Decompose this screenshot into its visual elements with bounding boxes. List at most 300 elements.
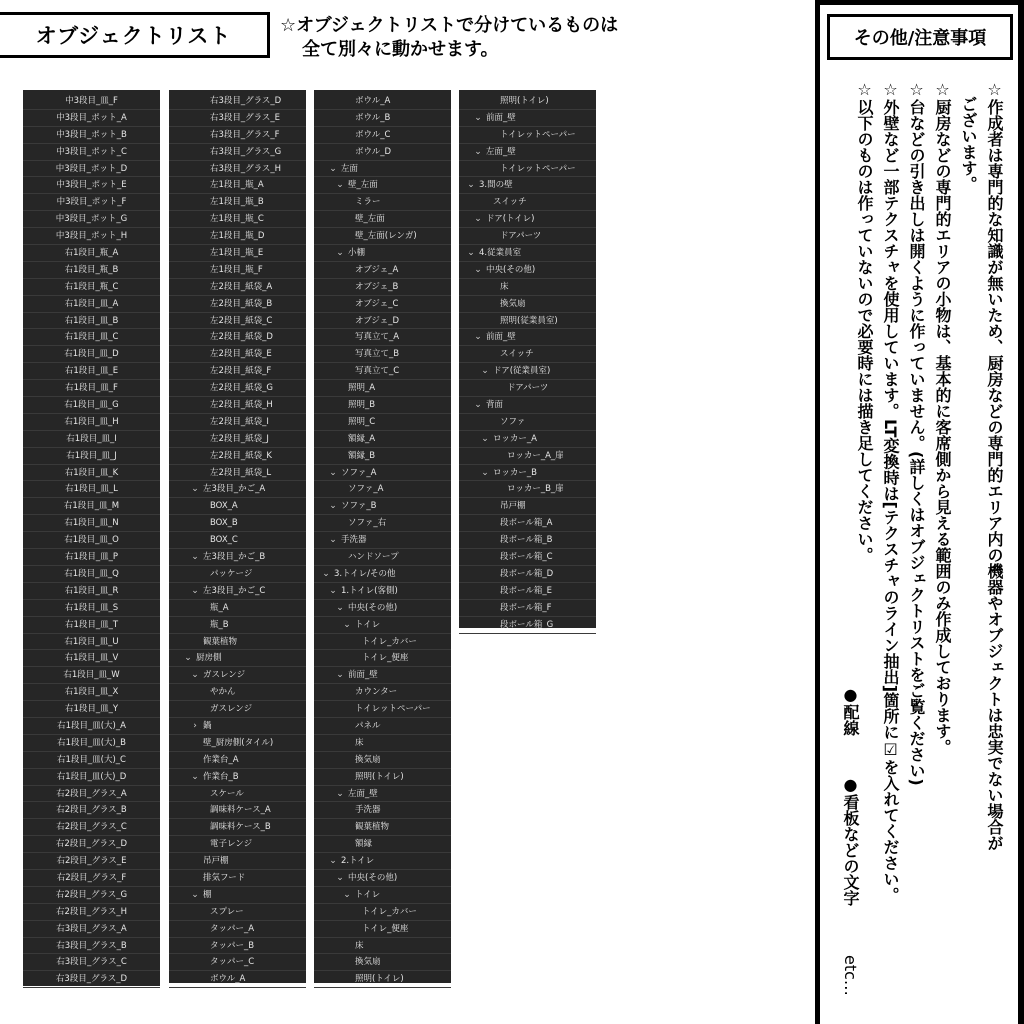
list-item[interactable] bbox=[459, 397, 596, 414]
list-item[interactable] bbox=[169, 245, 306, 262]
list-item[interactable] bbox=[314, 735, 451, 752]
sidebar-title bbox=[827, 14, 1013, 60]
list-item-label: 右2段目_グラス_B bbox=[56, 805, 127, 816]
list-item-label: 左3段目_かご_C bbox=[203, 585, 266, 596]
note-p1-line1: ☆作成者は専門的な知識が無いため、厨房などの専門的エリア内の機器やオブジェクトは忠実でない場合が bbox=[985, 80, 1004, 851]
list-item-label: 右1段目_皿_D bbox=[64, 349, 119, 360]
list-item[interactable] bbox=[169, 904, 306, 921]
list-item-label: 右1段目_皿_O bbox=[64, 535, 119, 546]
list-item[interactable] bbox=[459, 93, 596, 110]
note-p3: ☆台などの引き出しは開くように作っていません。(詳しくはオブジェクトリストをご覧ください) bbox=[907, 80, 926, 786]
list-item[interactable] bbox=[169, 752, 306, 769]
list-item-label: 中3段目_ポット_A bbox=[56, 112, 127, 123]
list-item[interactable] bbox=[314, 684, 451, 701]
list-item-label: 背面 bbox=[486, 400, 504, 411]
list-item[interactable] bbox=[169, 650, 306, 667]
list-item[interactable] bbox=[169, 600, 306, 617]
list-item[interactable] bbox=[23, 634, 160, 651]
list-item-label: ロッカー_A bbox=[493, 433, 537, 444]
list-item[interactable] bbox=[169, 870, 306, 887]
list-item-label: 左2段目_紙袋_E bbox=[210, 349, 272, 360]
list-item[interactable] bbox=[169, 954, 306, 971]
list-item[interactable] bbox=[23, 262, 160, 279]
list-item[interactable] bbox=[459, 279, 596, 296]
list-item[interactable] bbox=[169, 363, 306, 380]
list-item[interactable] bbox=[169, 735, 306, 752]
list-item[interactable] bbox=[169, 144, 306, 161]
list-item[interactable] bbox=[169, 938, 306, 955]
list-item[interactable] bbox=[23, 245, 160, 262]
list-item-label: トイレ_便座 bbox=[362, 653, 409, 664]
list-item[interactable] bbox=[23, 549, 160, 566]
list-item[interactable] bbox=[314, 549, 451, 566]
list-item[interactable] bbox=[169, 431, 306, 448]
list-item[interactable] bbox=[23, 954, 160, 971]
list-item-label: 右2段目_グラス_D bbox=[55, 839, 128, 850]
list-item[interactable] bbox=[23, 465, 160, 482]
list-item[interactable] bbox=[314, 414, 451, 431]
list-item[interactable] bbox=[23, 684, 160, 701]
list-item[interactable] bbox=[314, 836, 451, 853]
list-item[interactable] bbox=[314, 583, 451, 600]
list-item-label: 右1段目_皿_S bbox=[64, 602, 119, 613]
list-item[interactable] bbox=[459, 127, 596, 144]
list-item[interactable] bbox=[23, 296, 160, 313]
list-item-label: 瓶_B bbox=[210, 619, 229, 630]
list-item[interactable] bbox=[459, 583, 596, 600]
list-item-label: 3.トイレ/その他 bbox=[334, 568, 396, 579]
list-item[interactable] bbox=[459, 194, 596, 211]
list-item-label: 額縁_B bbox=[348, 450, 376, 461]
chevron-down-icon[interactable]: ⌄ bbox=[467, 180, 475, 191]
list-item-label: 右1段目_皿_K bbox=[64, 467, 119, 478]
list-item-label: 左3段目_かご_B bbox=[203, 552, 266, 563]
list-item[interactable] bbox=[23, 600, 160, 617]
list-item[interactable] bbox=[314, 786, 451, 803]
object-list-title-text: オブジェクトリスト bbox=[35, 24, 232, 48]
sidebar-top-border bbox=[815, 0, 1024, 5]
list-item-label: ガスレンジ bbox=[210, 704, 253, 715]
list-item[interactable] bbox=[314, 802, 451, 819]
chevron-down-icon[interactable]: ⌄ bbox=[481, 433, 489, 444]
list-item[interactable] bbox=[459, 161, 596, 178]
list-item[interactable] bbox=[459, 532, 596, 549]
list-item[interactable] bbox=[23, 532, 160, 549]
list-item-label: 右1段目_皿_N bbox=[64, 518, 119, 529]
list-item[interactable] bbox=[23, 836, 160, 853]
chevron-down-icon[interactable]: ⌄ bbox=[184, 653, 192, 664]
list-item-label: 左1段目_瓶_A bbox=[210, 180, 264, 191]
list-item[interactable] bbox=[314, 769, 451, 786]
list-item-label: トイレ_カバー bbox=[362, 636, 417, 647]
list-item[interactable] bbox=[459, 465, 596, 482]
list-item[interactable] bbox=[23, 667, 160, 684]
list-item-label: 右1段目_皿_J bbox=[66, 450, 117, 461]
chevron-down-icon[interactable]: ⌄ bbox=[329, 163, 337, 174]
list-item[interactable] bbox=[314, 194, 451, 211]
list-item[interactable] bbox=[314, 110, 451, 127]
list-item[interactable] bbox=[459, 414, 596, 431]
list-item[interactable] bbox=[459, 431, 596, 448]
list-item[interactable] bbox=[169, 93, 306, 110]
list-item[interactable] bbox=[169, 380, 306, 397]
list-item-label: 左面_壁 bbox=[348, 788, 378, 799]
list-item[interactable] bbox=[169, 498, 306, 515]
list-item[interactable] bbox=[459, 448, 596, 465]
list-item[interactable] bbox=[459, 566, 596, 583]
list-item-label: 右2段目_グラス_E bbox=[56, 856, 127, 867]
list-item-label: 右1段目_皿_V bbox=[64, 653, 119, 664]
chevron-down-icon[interactable]: ⌄ bbox=[336, 670, 344, 681]
list-item[interactable] bbox=[314, 701, 451, 718]
list-item[interactable] bbox=[169, 549, 306, 566]
list-item[interactable] bbox=[459, 313, 596, 330]
list-item[interactable] bbox=[459, 262, 596, 279]
list-item[interactable] bbox=[169, 262, 306, 279]
list-item-label: 吊戸棚 bbox=[203, 856, 229, 867]
list-item-label: 写真立て_B bbox=[355, 349, 400, 360]
list-item[interactable] bbox=[23, 144, 160, 161]
list-item[interactable] bbox=[314, 971, 451, 988]
list-item[interactable] bbox=[23, 431, 160, 448]
list-item[interactable] bbox=[169, 701, 306, 718]
chevron-down-icon[interactable]: ⌄ bbox=[191, 670, 199, 681]
chevron-down-icon[interactable]: ⌄ bbox=[343, 619, 351, 630]
list-item[interactable] bbox=[314, 431, 451, 448]
list-item[interactable] bbox=[459, 498, 596, 515]
list-item-label: 写真立て_A bbox=[355, 332, 400, 343]
list-item[interactable] bbox=[169, 127, 306, 144]
list-item[interactable] bbox=[314, 718, 451, 735]
list-item[interactable] bbox=[169, 177, 306, 194]
list-item[interactable] bbox=[23, 870, 160, 887]
chevron-down-icon[interactable]: ⌄ bbox=[329, 535, 337, 546]
list-item[interactable] bbox=[23, 650, 160, 667]
list-item[interactable] bbox=[23, 414, 160, 431]
list-item[interactable] bbox=[459, 296, 596, 313]
list-item[interactable] bbox=[23, 127, 160, 144]
list-item-label: ロッカー_B_扉 bbox=[507, 484, 564, 495]
list-item[interactable] bbox=[23, 313, 160, 330]
list-item-label: 左2段目_紙袋_H bbox=[210, 400, 273, 411]
list-item[interactable] bbox=[169, 532, 306, 549]
chevron-down-icon[interactable]: ⌄ bbox=[474, 112, 482, 123]
chevron-down-icon[interactable]: ⌄ bbox=[329, 585, 337, 596]
list-item[interactable] bbox=[314, 752, 451, 769]
list-item[interactable] bbox=[169, 110, 306, 127]
list-item[interactable] bbox=[314, 127, 451, 144]
list-item[interactable] bbox=[314, 161, 451, 178]
list-item-label: 右1段目_皿_B bbox=[64, 315, 119, 326]
list-item[interactable] bbox=[314, 397, 451, 414]
list-item[interactable] bbox=[459, 211, 596, 228]
list-item[interactable] bbox=[314, 887, 451, 904]
chevron-down-icon[interactable]: ⌄ bbox=[329, 501, 337, 512]
list-item-label: ミラー bbox=[355, 197, 381, 208]
list-item[interactable] bbox=[314, 870, 451, 887]
chevron-down-icon[interactable]: ⌄ bbox=[474, 214, 482, 225]
sidebar-right-border bbox=[1018, 0, 1024, 1024]
list-item[interactable] bbox=[169, 515, 306, 532]
list-item[interactable] bbox=[314, 296, 451, 313]
list-item-label: 右1段目_皿(大)_C bbox=[57, 754, 126, 765]
object-list-column-1 bbox=[23, 90, 160, 986]
list-item-label: 照明(トイレ) bbox=[355, 974, 404, 985]
list-item[interactable] bbox=[314, 617, 451, 634]
list-item-label: 中3段目_皿_F bbox=[65, 96, 118, 106]
list-item-label: トイレ_便座 bbox=[362, 923, 409, 934]
list-item[interactable] bbox=[23, 718, 160, 735]
list-item[interactable] bbox=[314, 904, 451, 921]
list-item[interactable] bbox=[169, 465, 306, 482]
list-item[interactable] bbox=[459, 329, 596, 346]
list-item-label: 左2段目_紙袋_G bbox=[210, 383, 273, 394]
list-item[interactable] bbox=[314, 465, 451, 482]
list-item[interactable] bbox=[169, 769, 306, 786]
list-item[interactable] bbox=[314, 228, 451, 245]
list-item[interactable] bbox=[23, 110, 160, 127]
list-item[interactable] bbox=[314, 819, 451, 836]
list-item[interactable] bbox=[314, 566, 451, 583]
list-item[interactable] bbox=[169, 313, 306, 330]
list-item[interactable] bbox=[314, 650, 451, 667]
chevron-right-icon[interactable]: › bbox=[193, 720, 197, 731]
list-item[interactable] bbox=[314, 515, 451, 532]
list-item[interactable] bbox=[23, 397, 160, 414]
list-item[interactable] bbox=[314, 667, 451, 684]
list-item[interactable] bbox=[314, 329, 451, 346]
list-item-label: 右1段目_皿(大)_A bbox=[57, 720, 126, 731]
list-item[interactable] bbox=[314, 380, 451, 397]
list-item[interactable] bbox=[169, 566, 306, 583]
list-item-label: 右3段目_グラス_C bbox=[56, 957, 127, 968]
list-item[interactable] bbox=[314, 481, 451, 498]
chevron-down-icon[interactable]: ⌄ bbox=[474, 400, 482, 411]
list-item[interactable] bbox=[169, 481, 306, 498]
list-item[interactable] bbox=[23, 904, 160, 921]
list-item[interactable] bbox=[23, 279, 160, 296]
list-item[interactable] bbox=[23, 752, 160, 769]
list-item-label: 段ボール箱_F bbox=[500, 602, 552, 613]
list-item[interactable] bbox=[459, 515, 596, 532]
wiring-text: ●配線 bbox=[841, 685, 860, 736]
list-item[interactable] bbox=[169, 448, 306, 465]
chevron-down-icon[interactable]: ⌄ bbox=[336, 872, 344, 883]
list-item[interactable] bbox=[314, 363, 451, 380]
list-item[interactable] bbox=[23, 228, 160, 245]
list-item[interactable] bbox=[23, 380, 160, 397]
list-item-label: ドア(従業員室) bbox=[493, 366, 551, 377]
list-item[interactable] bbox=[314, 93, 451, 110]
list-item[interactable] bbox=[23, 566, 160, 583]
list-item-label: 右1段目_皿_G bbox=[64, 400, 119, 411]
list-item-label: 吊戸棚 bbox=[500, 501, 526, 512]
list-item-label: 床 bbox=[355, 940, 364, 951]
list-item[interactable] bbox=[169, 684, 306, 701]
chevron-down-icon[interactable]: ⌄ bbox=[336, 248, 344, 259]
list-item-label: オブジェ_A bbox=[355, 264, 399, 275]
list-item[interactable] bbox=[314, 448, 451, 465]
list-item[interactable] bbox=[23, 735, 160, 752]
list-item[interactable] bbox=[23, 887, 160, 904]
list-item[interactable] bbox=[314, 498, 451, 515]
list-item[interactable] bbox=[314, 262, 451, 279]
list-item[interactable] bbox=[459, 110, 596, 127]
chevron-down-icon[interactable]: ⌄ bbox=[474, 146, 482, 157]
list-item-label: BOX_C bbox=[210, 535, 238, 546]
list-item[interactable] bbox=[459, 177, 596, 194]
list-item[interactable] bbox=[314, 921, 451, 938]
list-item[interactable] bbox=[459, 228, 596, 245]
list-item-label: 右1段目_皿_Q bbox=[64, 568, 119, 579]
chevron-down-icon[interactable]: ⌄ bbox=[343, 889, 351, 900]
list-item-label: 段ボール箱_A bbox=[500, 518, 553, 529]
list-item-label: カウンター bbox=[355, 687, 398, 698]
chevron-down-icon[interactable]: ⌄ bbox=[336, 602, 344, 613]
list-item[interactable] bbox=[169, 921, 306, 938]
list-item[interactable] bbox=[169, 634, 306, 651]
list-item[interactable] bbox=[169, 667, 306, 684]
chevron-down-icon[interactable]: ⌄ bbox=[336, 180, 344, 191]
list-item-label: 額縁_A bbox=[348, 433, 376, 444]
list-item-label: 右2段目_グラス_F bbox=[56, 872, 127, 883]
list-item[interactable] bbox=[459, 346, 596, 363]
chevron-down-icon[interactable]: ⌄ bbox=[481, 366, 489, 377]
list-item[interactable] bbox=[169, 296, 306, 313]
list-item[interactable] bbox=[314, 211, 451, 228]
chevron-down-icon[interactable]: ⌄ bbox=[191, 552, 199, 563]
list-item-label: 右1段目_皿_L bbox=[65, 484, 118, 495]
chevron-down-icon[interactable]: ⌄ bbox=[336, 788, 344, 799]
list-item[interactable] bbox=[459, 549, 596, 566]
chevron-down-icon[interactable]: ⌄ bbox=[474, 264, 482, 275]
chevron-down-icon[interactable]: ⌄ bbox=[481, 467, 489, 478]
list-item[interactable] bbox=[23, 971, 160, 988]
list-item[interactable] bbox=[459, 600, 596, 617]
list-item-label: 左2段目_紙袋_J bbox=[210, 433, 269, 444]
list-item[interactable] bbox=[314, 634, 451, 651]
list-item[interactable] bbox=[459, 380, 596, 397]
list-item[interactable] bbox=[314, 279, 451, 296]
list-item[interactable] bbox=[314, 532, 451, 549]
list-item-label: BOX_B bbox=[210, 518, 238, 529]
list-item[interactable] bbox=[169, 211, 306, 228]
list-item[interactable] bbox=[23, 177, 160, 194]
list-item[interactable] bbox=[23, 194, 160, 211]
list-item[interactable] bbox=[314, 853, 451, 870]
list-item-label: オブジェ_B bbox=[355, 281, 399, 292]
chevron-down-icon[interactable]: ⌄ bbox=[191, 585, 199, 596]
list-item[interactable] bbox=[23, 921, 160, 938]
list-item[interactable] bbox=[169, 786, 306, 803]
list-item[interactable] bbox=[23, 498, 160, 515]
list-item[interactable] bbox=[23, 853, 160, 870]
list-item[interactable] bbox=[169, 583, 306, 600]
list-item-label: 壁_左面 bbox=[348, 180, 378, 191]
list-item[interactable] bbox=[23, 617, 160, 634]
list-item[interactable] bbox=[169, 414, 306, 431]
chevron-down-icon[interactable]: ⌄ bbox=[329, 467, 337, 478]
list-item[interactable] bbox=[23, 583, 160, 600]
list-item[interactable] bbox=[23, 938, 160, 955]
list-item[interactable] bbox=[169, 346, 306, 363]
list-item[interactable] bbox=[23, 515, 160, 532]
list-item[interactable] bbox=[169, 718, 306, 735]
list-item[interactable] bbox=[169, 397, 306, 414]
list-item-label: 左2段目_紙袋_L bbox=[210, 467, 272, 478]
list-item-label: 照明_A bbox=[348, 383, 376, 394]
list-item-label: 鍋 bbox=[203, 720, 212, 731]
chevron-down-icon[interactable]: ⌄ bbox=[474, 332, 482, 343]
list-item-label: 中3段目_ポット_F bbox=[56, 197, 127, 208]
list-item[interactable] bbox=[169, 836, 306, 853]
list-item-label: 手洗器 bbox=[341, 535, 367, 546]
list-item-label: 右1段目_瓶_B bbox=[64, 264, 119, 275]
list-item[interactable] bbox=[314, 938, 451, 955]
list-item[interactable] bbox=[169, 971, 306, 988]
list-item[interactable] bbox=[459, 144, 596, 161]
list-item[interactable] bbox=[169, 819, 306, 836]
list-item[interactable] bbox=[23, 363, 160, 380]
list-item[interactable] bbox=[23, 819, 160, 836]
list-item[interactable] bbox=[459, 481, 596, 498]
chevron-down-icon[interactable]: ⌄ bbox=[191, 484, 199, 495]
list-item[interactable] bbox=[23, 481, 160, 498]
list-item[interactable] bbox=[23, 786, 160, 803]
list-item[interactable] bbox=[314, 177, 451, 194]
list-item[interactable] bbox=[169, 802, 306, 819]
chevron-down-icon[interactable]: ⌄ bbox=[467, 248, 475, 259]
list-item-label: トイレットペーパー bbox=[500, 129, 576, 140]
list-item-label: 左1段目_瓶_E bbox=[210, 248, 264, 259]
chevron-down-icon[interactable]: ⌄ bbox=[191, 889, 199, 900]
list-item[interactable] bbox=[169, 279, 306, 296]
list-item[interactable] bbox=[314, 313, 451, 330]
list-item[interactable] bbox=[23, 769, 160, 786]
list-item[interactable] bbox=[459, 363, 596, 380]
list-item[interactable] bbox=[314, 954, 451, 971]
list-item[interactable] bbox=[169, 853, 306, 870]
object-list-column-3 bbox=[314, 90, 451, 983]
list-item-label: 左2段目_紙袋_C bbox=[210, 315, 273, 326]
list-item[interactable] bbox=[169, 228, 306, 245]
chevron-down-icon[interactable]: ⌄ bbox=[191, 771, 199, 782]
list-item[interactable] bbox=[23, 346, 160, 363]
list-item[interactable] bbox=[314, 245, 451, 262]
list-item[interactable] bbox=[314, 600, 451, 617]
list-item[interactable] bbox=[169, 617, 306, 634]
list-item-label: 照明_C bbox=[348, 416, 376, 427]
list-item[interactable] bbox=[459, 617, 596, 634]
list-item[interactable] bbox=[23, 161, 160, 178]
chevron-down-icon[interactable]: ⌄ bbox=[322, 568, 330, 579]
list-item[interactable] bbox=[23, 211, 160, 228]
list-item[interactable] bbox=[23, 93, 160, 110]
list-item[interactable] bbox=[314, 144, 451, 161]
list-item[interactable] bbox=[23, 448, 160, 465]
list-item[interactable] bbox=[314, 346, 451, 363]
list-item[interactable] bbox=[23, 701, 160, 718]
chevron-down-icon[interactable]: ⌄ bbox=[329, 856, 337, 867]
list-item-label: 左2段目_紙袋_K bbox=[210, 450, 272, 461]
list-item[interactable] bbox=[169, 161, 306, 178]
list-item[interactable] bbox=[169, 329, 306, 346]
list-item[interactable] bbox=[23, 802, 160, 819]
list-item[interactable] bbox=[459, 245, 596, 262]
list-item[interactable] bbox=[169, 194, 306, 211]
list-item[interactable] bbox=[23, 329, 160, 346]
list-item[interactable] bbox=[169, 887, 306, 904]
